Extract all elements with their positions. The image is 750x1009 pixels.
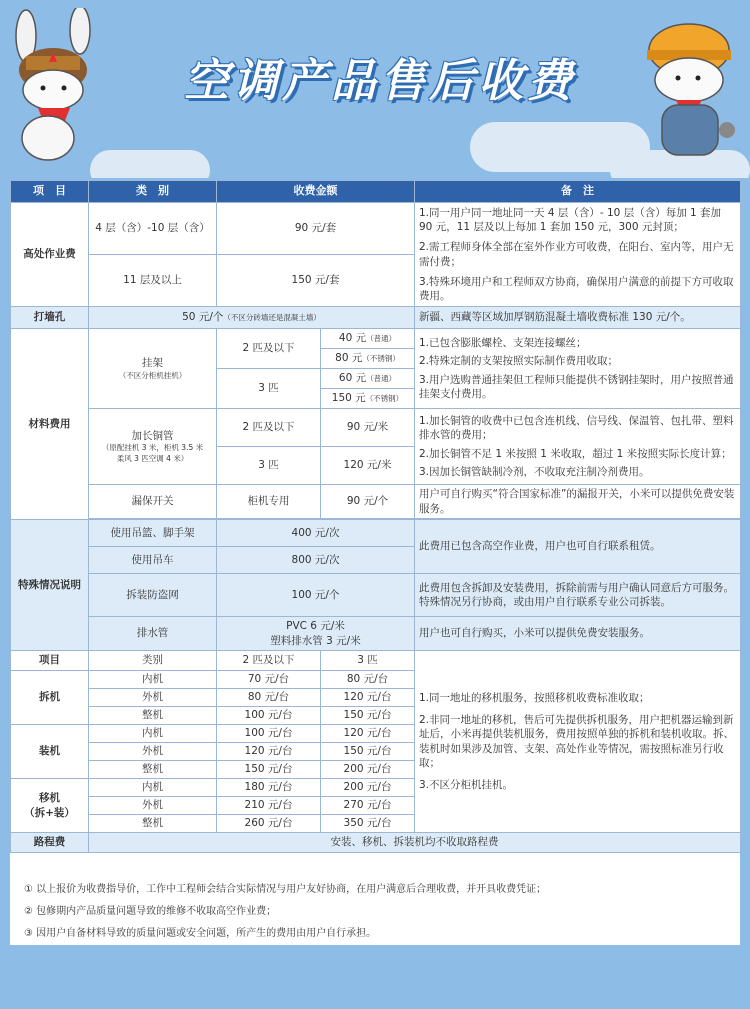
pipe-sub: （原配挂机 3 米，柜机 3.5 米 — [101, 443, 204, 453]
rabbit-mascot-left-icon — [8, 8, 108, 163]
unit-cell: 内机 — [89, 779, 217, 797]
leak-switch-name: 漏保开关 — [89, 485, 217, 519]
fee-text: PVC 6 元/米 — [286, 620, 345, 633]
pipe-label: 加长铜管 — [131, 430, 174, 443]
note-leak-switch: 用户可自行购买“符合国家标准”的漏报开关，小米可以提供免费安装服务。 — [415, 485, 741, 519]
unit-cell: 整机 — [89, 707, 217, 725]
footnotes — [10, 868, 740, 945]
bracket-name — [89, 329, 217, 409]
fee-cell — [321, 349, 415, 369]
fee-cell: 150 元/套 — [217, 255, 415, 307]
fee-cell: 120 元/台 — [321, 725, 415, 743]
fee-cell: 100 元/台 — [217, 707, 321, 725]
fee-cell — [217, 617, 415, 651]
special-name: 使用吊篮、脚手架 — [89, 520, 217, 547]
fee-cell: 90 元/套 — [217, 203, 415, 255]
fee-cell: 120 元/台 — [217, 743, 321, 761]
header-item: 项 目 — [11, 181, 89, 203]
note-line: 1.同一用户同一地址同一天 4 层（含）- 10 层（含）每加 1 套加 90 元，11 层及以上每加 1 套加 150 元，300 元封顶； — [419, 206, 722, 234]
unit-cell: 外机 — [89, 689, 217, 707]
header-notes: 备 注 — [415, 181, 741, 203]
item-road-fee: 路程费 — [11, 833, 89, 853]
fee-cell: 70 元/台 — [217, 671, 321, 689]
road-fee-note: 安装、移机、拆装机均不收取路程费 — [89, 833, 741, 853]
fee-text: 150 元 — [331, 392, 366, 405]
note-line: 1.同一地址的移机服务，按照移机收费标准收取； — [419, 691, 650, 704]
fee-cell: 80 元/台 — [217, 689, 321, 707]
move-header-item: 项目 — [11, 651, 89, 671]
item-wall-hole: 打墙孔 — [11, 307, 89, 329]
note-line: 2.非同一地址的移机，售后可先提供拆机服务，用户把机器运输到新址后，小米再提供装机服务，费用按照单独的拆机和装机收取。拆、装机时如果涉及加管、支架、高处作业等情况，需按照标准另行收取； — [419, 714, 734, 769]
fee-cell: 260 元/台 — [217, 815, 321, 833]
note-line: 3.不区分柜机挂机。 — [419, 778, 514, 791]
note-line: 3.特殊环境用户和工程师双方协商，确保用户满意的前提下方可收取费用。 — [419, 275, 734, 302]
bracket-sub: （不区分柜机挂机） — [118, 370, 187, 380]
fee-tag: （不锈钢） — [362, 354, 400, 364]
fee-text: 40 元 — [338, 332, 367, 345]
item-high-altitude: 高处作业费 — [11, 203, 89, 307]
note-line: 2.加长铜管不足 1 米按照 1 米收取，超过 1 米按照实际长度计算； — [419, 447, 732, 460]
item-materials: 材料费用 — [11, 329, 89, 520]
category-cell: 11 层及以上 — [89, 255, 217, 307]
fee-cell: 150 元/台 — [217, 761, 321, 779]
note-guard: 此费用包含拆卸及安装费用，拆除前需与用户确认同意后方可服务。特殊情况另行协商，或由用户自行联系专业公司拆装。 — [415, 574, 741, 617]
fee-cell: 120 元/米 — [321, 447, 415, 485]
unit-cell: 内机 — [89, 671, 217, 689]
group-sublabel: （拆+装） — [24, 806, 75, 819]
fee-cell: 200 元/台 — [321, 779, 415, 797]
notes-high-altitude — [415, 203, 741, 307]
fee-text: 80 元 — [335, 352, 363, 365]
special-name: 排水管 — [89, 617, 217, 651]
pipe-sub: 柔风 3 匹空调 4 米） — [116, 453, 189, 463]
fee-text: 60 元 — [338, 372, 367, 385]
fee-cell: 100 元/个 — [217, 574, 415, 617]
page-title: 空调产品售后收费 — [183, 54, 576, 107]
move-group-name: 装机 — [11, 725, 89, 779]
footnote: ③ 因用户自备材料导致的质量问题或安全问题，所产生的费用由用户自行承担。 — [24, 928, 377, 939]
fee-table — [10, 180, 741, 853]
fee-cell — [89, 307, 415, 329]
fee-cell: 350 元/台 — [321, 815, 415, 833]
move-group-name — [11, 779, 89, 833]
header-banner — [0, 0, 750, 178]
special-name: 拆装防盗网 — [89, 574, 217, 617]
fee-cell: 90 元/米 — [321, 409, 415, 447]
spec-cell: 柜机专用 — [217, 485, 321, 519]
move-header-3p: 3 匹 — [321, 651, 415, 671]
group-label: 移机 — [39, 792, 60, 805]
notes-pipe — [415, 409, 741, 485]
note-line: 1.已包含膨胀螺栓、支架连接螺丝； — [419, 337, 587, 350]
fee-note: （不区分砖墙还是混凝土墙） — [223, 313, 321, 323]
fee-tag: （普通） — [366, 334, 397, 344]
fee-cell: 200 元/台 — [321, 761, 415, 779]
fee-cell — [321, 369, 415, 389]
fee-cell: 90 元/个 — [321, 485, 415, 519]
fee-table-card — [10, 180, 740, 945]
fee-cell: 100 元/台 — [217, 725, 321, 743]
note-crane: 此费用已包含高空作业费，用户也可自行联系租赁。 — [415, 520, 741, 574]
rabbit-mascot-right-icon — [632, 10, 747, 165]
note-line: 2.特殊定制的支架按照实际制作费用收取； — [419, 355, 619, 368]
category-cell: 4 层（含）-10 层（含） — [89, 203, 217, 255]
fee-cell: 800 元/次 — [217, 547, 415, 574]
notes-move — [415, 651, 741, 833]
unit-cell: 内机 — [89, 725, 217, 743]
fee-cell — [321, 329, 415, 349]
pipe-name — [89, 409, 217, 485]
item-special: 特殊情况说明 — [11, 520, 89, 651]
unit-cell: 外机 — [89, 797, 217, 815]
note-line: 3.用户选购普通挂架但工程师只能提供不锈钢挂架时，用户按照普通挂架支付费用。 — [419, 373, 734, 400]
fee-cell: 120 元/台 — [321, 689, 415, 707]
fee-cell: 400 元/次 — [217, 520, 415, 547]
fee-cell: 270 元/台 — [321, 797, 415, 815]
header-category: 类 别 — [89, 181, 217, 203]
spec-cell: 2 匹及以下 — [217, 329, 321, 369]
fee-text: 塑料排水管 3 元/米 — [270, 634, 361, 647]
fee-cell: 210 元/台 — [217, 797, 321, 815]
footnote: ② 包修期内产品质量问题导致的维修不收取高空作业费； — [24, 906, 277, 917]
note-drain: 用户也可自行购买，小米可以提供免费安装服务。 — [415, 617, 741, 651]
fee-cell: 150 元/台 — [321, 743, 415, 761]
notes-bracket — [415, 329, 741, 409]
note-wall-hole: 新疆、西藏等区域加厚钢筋混凝土墙收费标准 130 元/个。 — [415, 307, 741, 329]
note-line: 1.加长铜管的收费中已包含连机线、信号线、保温管、包扎带、塑料排水管的费用； — [419, 415, 734, 442]
move-header-2p: 2 匹及以下 — [217, 651, 321, 671]
footnote: ① 以上报价为收费指导价，工作中工程师会结合实际情况与用户友好协商，在用户满意后合理收费，并开具收费凭证； — [24, 884, 547, 895]
fee-tag: （普通） — [366, 374, 397, 384]
fee-cell: 180 元/台 — [217, 779, 321, 797]
note-line: 2.需工程师身体全部在室外作业方可收费，在阳台、室内等，用户无需付费； — [419, 241, 734, 268]
fee-cell: 80 元/台 — [321, 671, 415, 689]
header-fee: 收费金额 — [217, 181, 415, 203]
unit-cell: 整机 — [89, 815, 217, 833]
fee-cell — [321, 389, 415, 409]
fee-cell: 150 元/台 — [321, 707, 415, 725]
spec-cell: 3 匹 — [217, 447, 321, 485]
fee-tag: （不锈钢） — [365, 394, 404, 404]
cloud-decoration — [90, 150, 210, 178]
move-group-name: 拆机 — [11, 671, 89, 725]
fee-text: 50 元/个 — [182, 311, 224, 324]
spec-cell: 2 匹及以下 — [217, 409, 321, 447]
unit-cell: 整机 — [89, 761, 217, 779]
note-line: 3.因加长铜管缺制冷剂，不收取充注制冷剂费用。 — [419, 465, 650, 478]
move-header-category: 类别 — [89, 651, 217, 671]
bracket-label: 挂架 — [142, 357, 163, 370]
unit-cell: 外机 — [89, 743, 217, 761]
spec-cell: 3 匹 — [217, 369, 321, 409]
special-name: 使用吊车 — [89, 547, 217, 574]
